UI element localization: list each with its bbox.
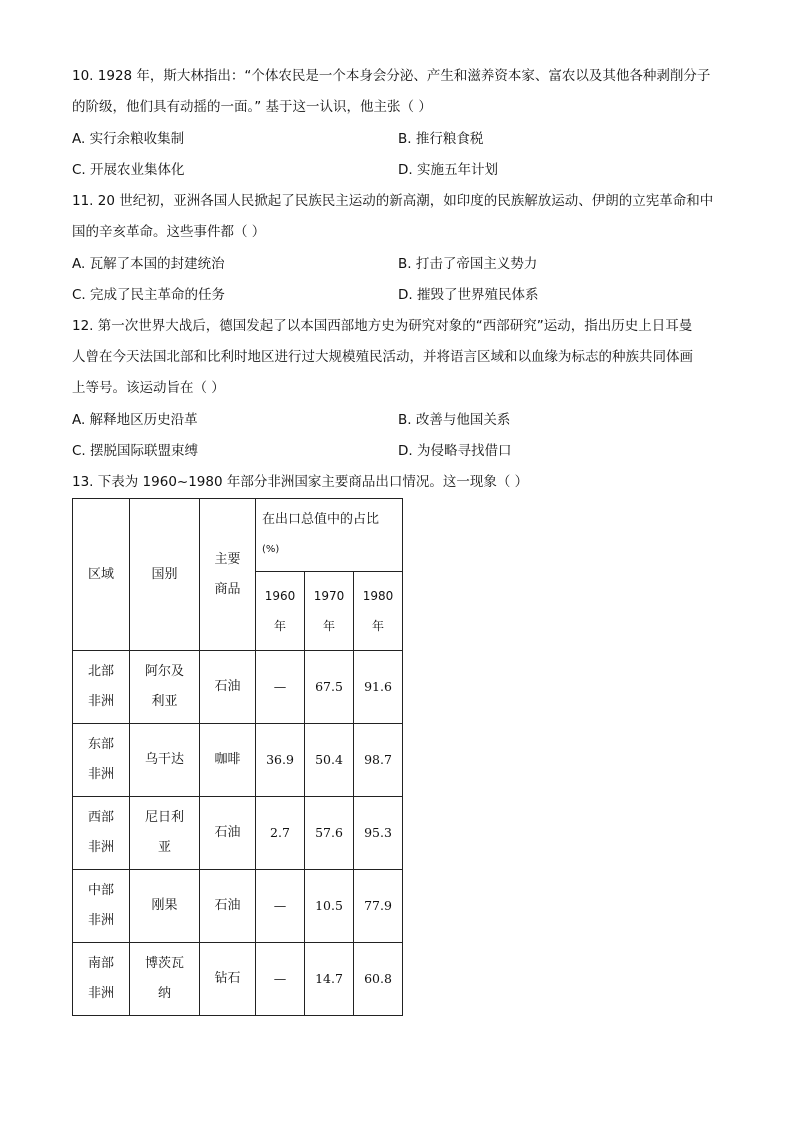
header-region: 区域 <box>73 499 130 651</box>
q11-stem-line1: 11. 20 世纪初，亚洲各国人民掀起了民族民主运动的新高潮，如印度的民族解放运动、伊朗的立宪革命和中 <box>72 193 714 209</box>
cell-1960: — <box>256 651 305 724</box>
cell-1960: — <box>256 943 305 1016</box>
cell-region: 西部 非洲 <box>73 797 130 870</box>
table-row <box>73 724 403 797</box>
cell-1960: 36.9 <box>256 724 305 797</box>
cell-1970: 67.5 <box>305 651 354 724</box>
header-1960: 1960 年 <box>256 572 305 651</box>
q11-option-d: D. 摧毁了世界殖民体系 <box>398 287 539 303</box>
cell-country: 尼日利 亚 <box>130 797 200 870</box>
cell-goods: 钻石 <box>200 943 256 1016</box>
table-row <box>73 870 403 943</box>
header-1980: 1980 年 <box>354 572 403 651</box>
cell-1970: 50.4 <box>305 724 354 797</box>
q11-option-b: B. 打击了帝国主义势力 <box>398 256 538 272</box>
table-row <box>73 943 403 1016</box>
q12-option-c: C. 摆脱国际联盟束缚 <box>72 443 199 459</box>
q12-stem-line1: 12. 第一次世界大战后，德国发起了以本国西部地方史为研究对象的“西部研究”运动，指出历史上日耳曼 <box>72 318 693 334</box>
q12-option-b: B. 改善与他国关系 <box>398 412 511 428</box>
cell-1960: — <box>256 870 305 943</box>
q10-option-b: B. 推行粮食税 <box>398 131 484 147</box>
table-row <box>73 797 403 870</box>
q11-option-c: C. 完成了民主革命的任务 <box>72 287 226 303</box>
cell-1970: 14.7 <box>305 943 354 1016</box>
cell-country: 乌干达 <box>130 724 200 797</box>
cell-goods: 石油 <box>200 870 256 943</box>
cell-1980: 98.7 <box>354 724 403 797</box>
header-country: 国别 <box>130 499 200 651</box>
q10-stem-line1: 10. 1928 年，斯大林指出：“个体农民是一个本身会分泌、产生和滋养资本家、富农以及其他各种剥削分子 <box>72 68 711 84</box>
header-1970: 1970 年 <box>305 572 354 651</box>
cell-country: 阿尔及 利亚 <box>130 651 200 724</box>
table-row <box>73 651 403 724</box>
q11-option-a: A. 瓦解了本国的封建统治 <box>72 256 225 272</box>
cell-1980: 91.6 <box>354 651 403 724</box>
cell-region: 中部 非洲 <box>73 870 130 943</box>
cell-1960: 2.7 <box>256 797 305 870</box>
cell-goods: 咖啡 <box>200 724 256 797</box>
cell-1970: 10.5 <box>305 870 354 943</box>
export-table <box>72 498 403 1016</box>
q10-option-c: C. 开展农业集体化 <box>72 162 185 178</box>
cell-country: 博茨瓦 纳 <box>130 943 200 1016</box>
q10-option-a: A. 实行余粮收集制 <box>72 131 185 147</box>
cell-1980: 95.3 <box>354 797 403 870</box>
q10-option-d: D. 实施五年计划 <box>398 162 498 178</box>
q12-stem-line3: 上等号。该运动旨在（ ） <box>72 380 225 396</box>
q12-option-d: D. 为侵略寻找借口 <box>398 443 512 459</box>
cell-1980: 77.9 <box>354 870 403 943</box>
header-goods: 主要 商品 <box>200 499 256 651</box>
cell-1970: 57.6 <box>305 797 354 870</box>
cell-region: 北部 非洲 <box>73 651 130 724</box>
q12-option-a: A. 解释地区历史沿革 <box>72 412 198 428</box>
cell-1980: 60.8 <box>354 943 403 1016</box>
cell-goods: 石油 <box>200 797 256 870</box>
q10-stem-line2: 的阶级，他们具有动摇的一面。” 基于这一认识，他主张（ ） <box>72 99 432 115</box>
cell-country: 刚果 <box>130 870 200 943</box>
cell-region: 南部 非洲 <box>73 943 130 1016</box>
q13-stem-line1: 13. 下表为 1960~1980 年部分非洲国家主要商品出口情况。这一现象（ ） <box>72 474 529 490</box>
header-share: 在出口总值中的占比 (%) <box>256 499 403 572</box>
q12-stem-line2: 人曾在今天法国北部和比利时地区进行过大规模殖民活动，并将语言区域和以血缘为标志的种族共同体画 <box>72 349 693 365</box>
q11-stem-line2: 国的辛亥革命。这些事件都（ ） <box>72 224 266 240</box>
cell-goods: 石油 <box>200 651 256 724</box>
cell-region: 东部 非洲 <box>73 724 130 797</box>
